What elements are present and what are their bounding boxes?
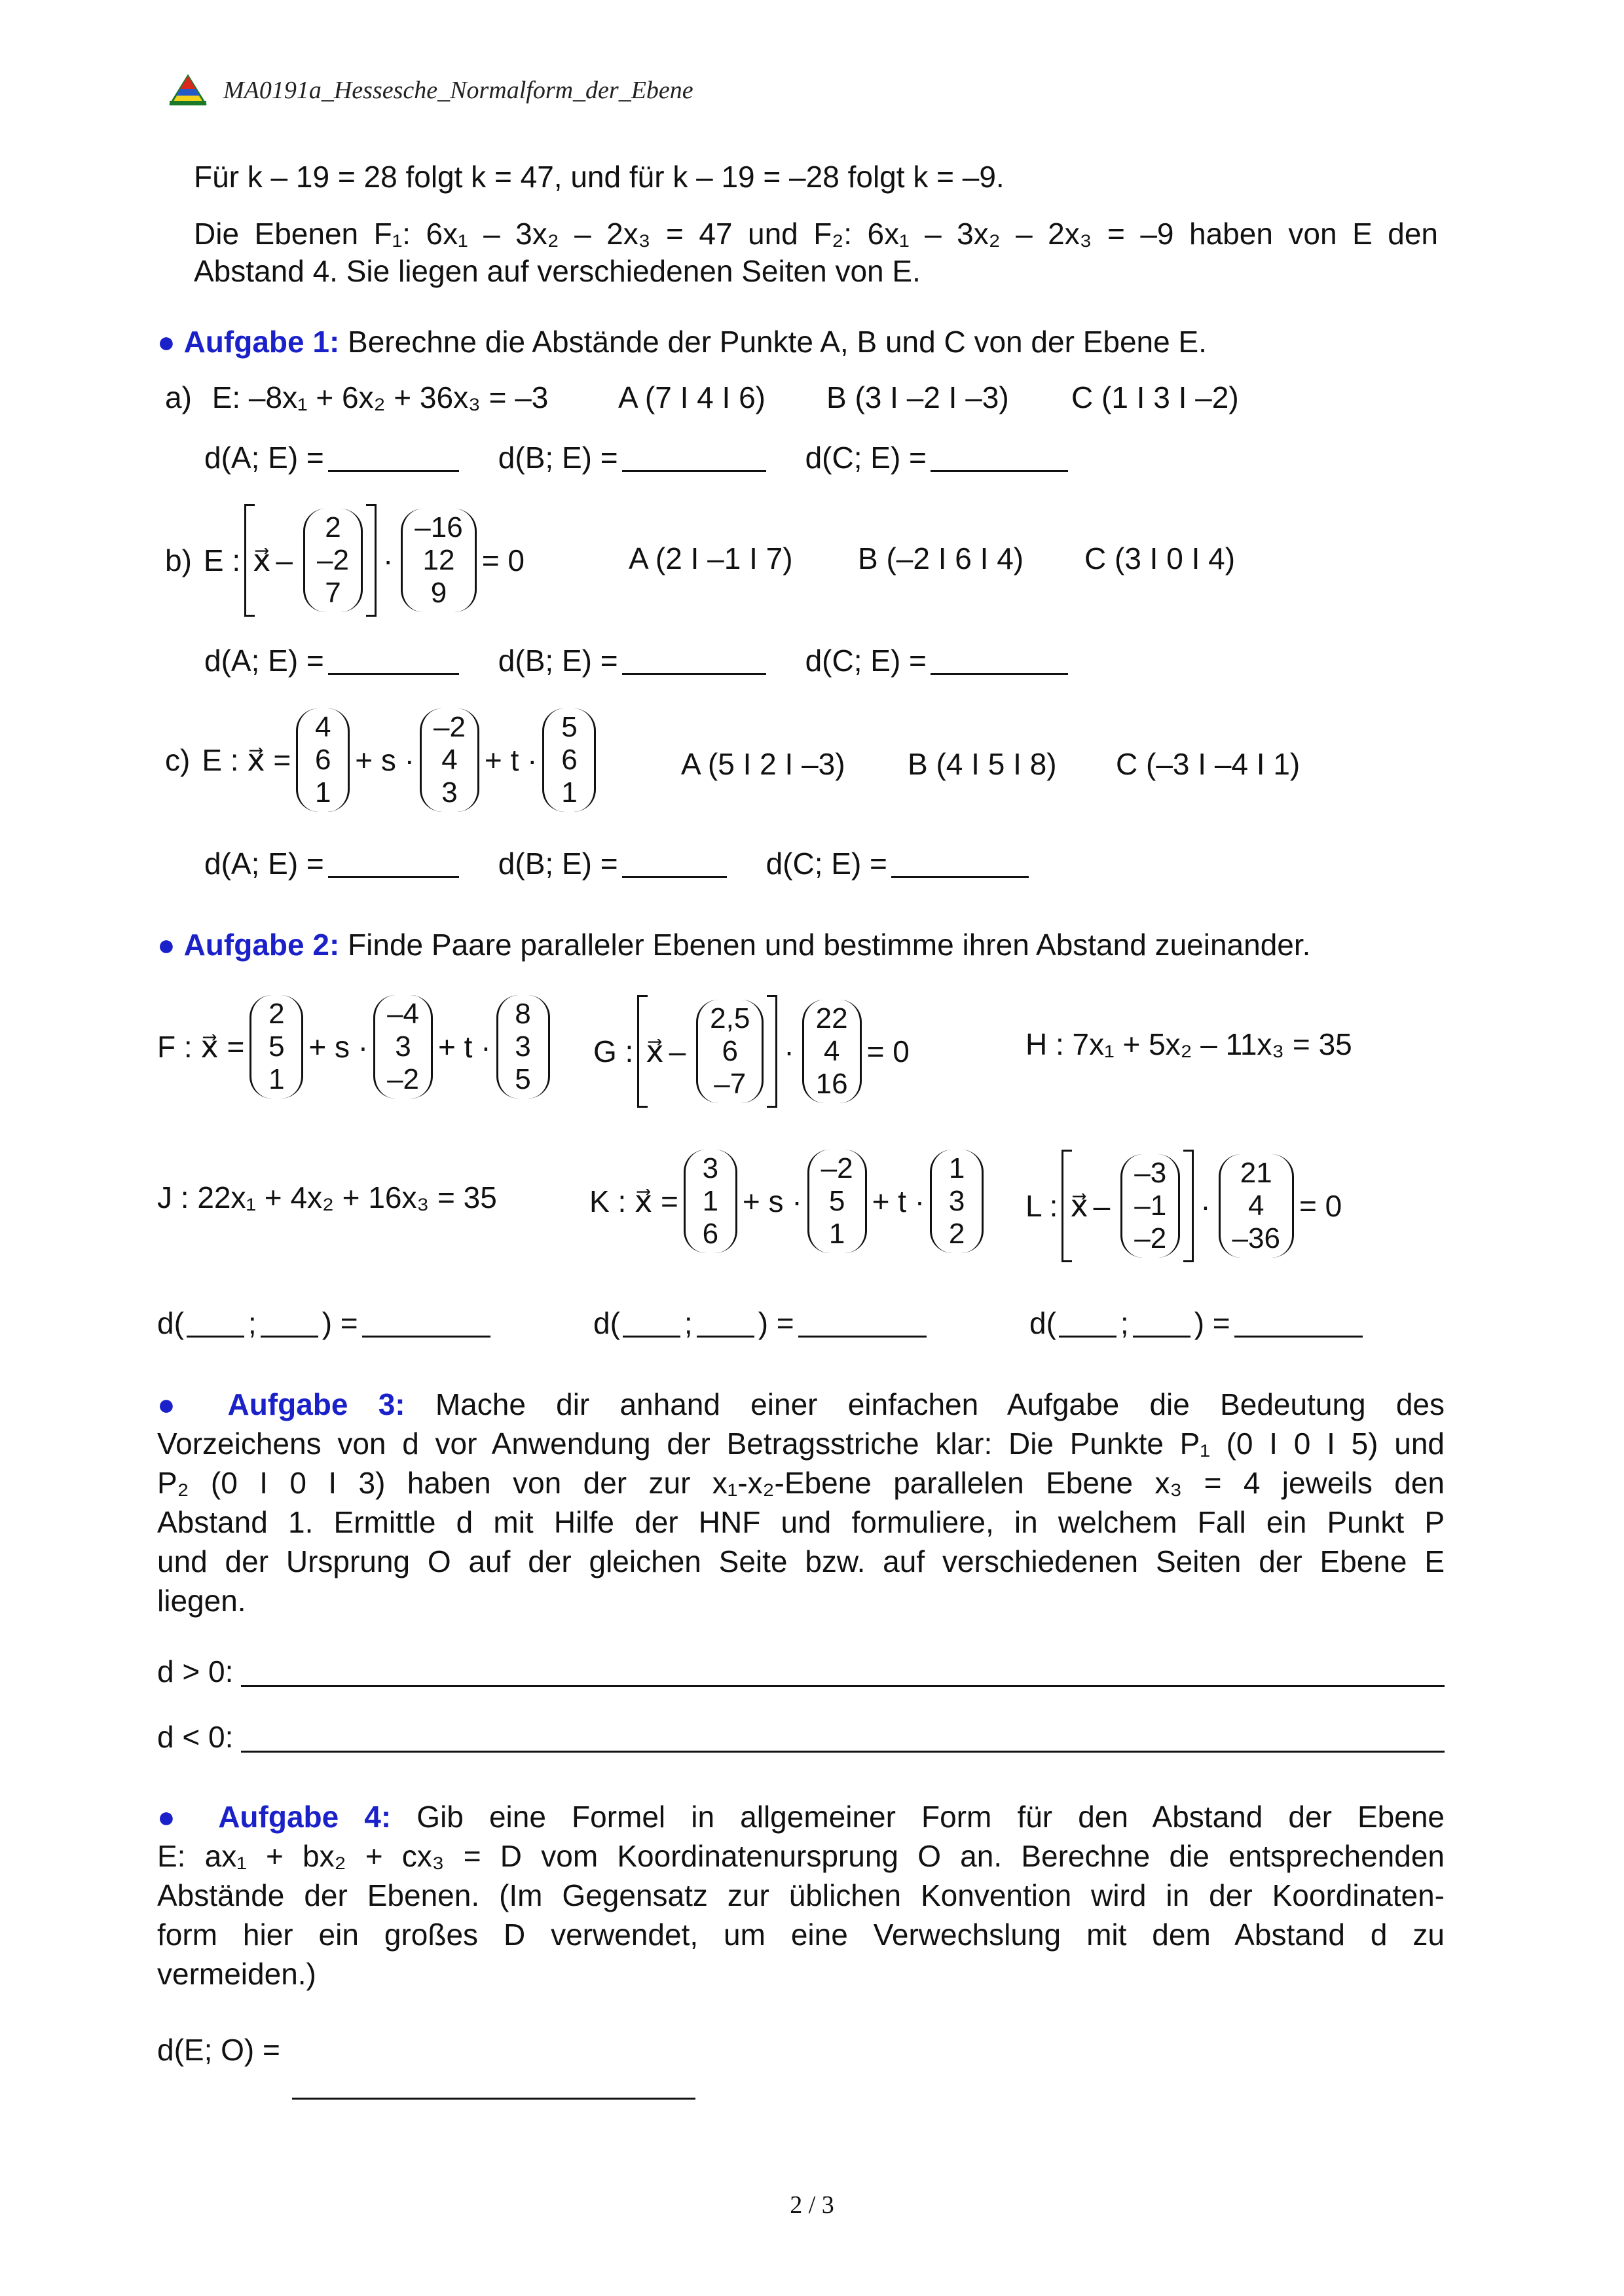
answer-blank[interactable] — [622, 850, 727, 878]
plane-g: G : x⃗ – 2,5 6 –7 · 22 4 16 = 0 — [593, 995, 910, 1108]
bullet: ● — [157, 325, 175, 359]
task4-label: Aufgabe 4: — [218, 1800, 392, 1834]
task1a-point-a: A (7 I 4 I 6) — [618, 380, 766, 414]
plane-l: L : x⃗ – –3 –1 –2 · 21 4 –36 = 0 — [1025, 1150, 1342, 1262]
task1-heading — [157, 324, 1207, 359]
distance-a-label: d(A; E) = — [204, 441, 324, 475]
task4-answer-label: d(E; O) = — [157, 2033, 280, 2067]
task2-text: Finde Paare paralleler Ebenen und bestimme ihren Abstand zueinander. — [348, 928, 1311, 962]
answer-blank[interactable] — [623, 1309, 680, 1338]
task1c-point-a: A (5 I 2 I –3) — [681, 747, 845, 781]
answer-blank[interactable] — [1059, 1309, 1116, 1338]
distance-a-label: d(A; E) = — [204, 644, 324, 678]
task1b-point-a: A (2 I –1 I 7) — [629, 541, 793, 575]
plane-h: H : 7x₁ + 5x₂ – 11x₃ = 35 — [1025, 1027, 1352, 1061]
task1b-answers — [204, 643, 1068, 678]
task1b-tag: b) — [165, 543, 192, 577]
plane-f: F : x⃗ = 2 5 1 + s · –4 3 –2 + t · 8 3 5 — [157, 995, 555, 1099]
direction-vector: 5 6 1 — [542, 708, 596, 812]
answer-blank[interactable] — [697, 1309, 754, 1338]
answer-blank[interactable] — [1133, 1309, 1190, 1338]
square-bracket: x⃗ – –3 –1 –2 — [1061, 1150, 1194, 1262]
vector-x: x⃗ — [253, 543, 271, 577]
task3-answer-negative: d < 0: — [157, 1719, 1445, 1755]
vector-matrix: 2 –2 7 — [303, 509, 363, 612]
normal-vector: 21 4 –36 — [1219, 1154, 1294, 1258]
bullet: ● — [157, 928, 175, 962]
answer-line[interactable] — [241, 1656, 1445, 1687]
direction-vector: –4 3 –2 — [373, 995, 433, 1099]
document-title: MA0191a_Hessesche_Normalform_der_Ebene — [223, 77, 693, 104]
task1b-point-b: B (–2 I 6 I 4) — [858, 541, 1024, 575]
task4-line-3: Abstände der Ebenen. (Im Gegensatz zur üblichen Konvention wird in der Koordinaten- — [157, 1878, 1445, 1912]
task3-line-3: P₂ (0 I 0 I 3) haben von der zur x₁-x₂-Ebene parallelen Ebene x₃ = 4 jeweils den — [157, 1466, 1445, 1500]
task1a-row — [165, 380, 548, 415]
answer-line[interactable] — [292, 2098, 695, 2100]
plane-label: E : — [203, 543, 241, 577]
distance-a-label: d(A; E) = — [204, 847, 324, 881]
logo-icon — [167, 73, 209, 107]
intro-line-1: Für k – 19 = 28 folgt k = 47, und für k – 19 = –28 folgt k = –9. — [194, 160, 1005, 194]
direction-vector: –2 5 1 — [807, 1150, 867, 1253]
task3-label: Aufgabe 3: — [227, 1387, 405, 1421]
support-vector: 3 1 6 — [684, 1150, 737, 1253]
plane-lhs: E : x⃗ = — [202, 743, 291, 777]
pair-answer-2: d( ; ) = — [593, 1305, 927, 1341]
direction-vector: –2 4 3 — [420, 708, 479, 812]
answer-blank[interactable] — [362, 1309, 490, 1338]
answer-blank[interactable] — [931, 647, 1068, 675]
page-number: 2 / 3 — [790, 2191, 834, 2219]
normal-vector: –16 12 9 — [401, 509, 476, 612]
direction-vector: 8 3 5 — [496, 995, 550, 1099]
answer-blank[interactable] — [328, 444, 459, 472]
bullet: ● — [157, 1800, 193, 1834]
task1c-equation: c) E : x⃗ = 4 6 1 + s · –2 4 3 + t · 5 6 1 — [165, 708, 601, 812]
direction-vector: 1 3 2 — [930, 1150, 984, 1253]
intro-line-2b: Abstand 4. Sie liegen auf verschiedenen Seiten von E. — [194, 254, 921, 288]
answer-blank[interactable] — [622, 647, 766, 675]
task2-heading — [157, 927, 1310, 962]
vector-matrix: –3 –1 –2 — [1120, 1154, 1180, 1258]
task1c-point-b: B (4 I 5 I 8) — [908, 747, 1057, 781]
task3-line-1: ● Aufgabe 3: Mache dir anhand einer einfachen Aufgabe die Bedeutung des — [157, 1387, 1445, 1421]
task1a-point-c: C (1 I 3 I –2) — [1071, 380, 1239, 414]
task1c-tag: c) — [165, 743, 191, 777]
plane-k: K : x⃗ = 3 1 6 + s · –2 5 1 + t · 1 3 2 — [589, 1150, 989, 1253]
answer-blank[interactable] — [187, 1309, 244, 1338]
distance-c-label: d(C; E) = — [766, 847, 887, 881]
distance-b-label: d(B; E) = — [498, 644, 618, 678]
task1-label: Aufgabe 1: — [183, 325, 340, 359]
task1b-point-c: C (3 I 0 I 4) — [1084, 541, 1236, 575]
task2-label: Aufgabe 2: — [183, 928, 340, 962]
task1b-equation: b) E : x⃗ – 2 –2 7 · –16 12 9 = 0 — [165, 504, 525, 617]
answer-blank[interactable] — [931, 444, 1068, 472]
distance-c-label: d(C; E) = — [805, 644, 927, 678]
task3-line-4: Abstand 1. Ermittle d mit Hilfe der HNF und formuliere, in welchem Fall ein Punkt P — [157, 1505, 1445, 1539]
distance-c-label: d(C; E) = — [805, 441, 927, 475]
square-bracket: x⃗ – 2 –2 7 — [244, 504, 377, 617]
task3-line-2: Vorzeichens von d vor Anwendung der Betragsstriche klar: Die Punkte P₁ (0 I 0 I 5) und — [157, 1427, 1445, 1461]
square-bracket: x⃗ – 2,5 6 –7 — [637, 995, 777, 1108]
task1c-answers — [204, 846, 1029, 881]
task1-text: Berechne die Abstände der Punkte A, B und C von der Ebene E. — [348, 325, 1207, 359]
task4-line-1: ● Aufgabe 4: Gib eine Formel in allgemeiner Form für den Abstand der Ebene — [157, 1800, 1445, 1834]
answer-blank[interactable] — [798, 1309, 927, 1338]
pair-answer-1: d( ; ) = — [157, 1305, 490, 1341]
support-vector: 4 6 1 — [296, 708, 350, 812]
task1a-tag: a) — [165, 380, 192, 414]
normal-vector: 22 4 16 — [802, 1000, 862, 1103]
distance-b-label: d(B; E) = — [498, 441, 618, 475]
header — [167, 73, 693, 107]
answer-line[interactable] — [241, 1722, 1445, 1753]
task3-answer-positive: d > 0: — [157, 1654, 1445, 1689]
distance-b-label: d(B; E) = — [498, 847, 618, 881]
intro-line-2a: Die Ebenen F₁: 6x₁ – 3x₂ – 2x₃ = 47 und F₂: 6x₁ – 3x₂ – 2x₃ = –9 haben von E den — [194, 217, 1438, 251]
answer-blank[interactable] — [328, 647, 459, 675]
vector-matrix: 2,5 6 –7 — [696, 1000, 764, 1103]
pair-answer-3: d( ; ) = — [1029, 1305, 1363, 1341]
task3-line-5: und der Ursprung O auf der gleichen Seite bzw. auf verschiedenen Seiten der Ebene E — [157, 1544, 1445, 1578]
task3-line-6: liegen. — [157, 1584, 246, 1618]
bullet: ● — [157, 1387, 198, 1421]
answer-blank[interactable] — [622, 444, 766, 472]
task1c-point-c: C (–3 I –4 I 1) — [1116, 747, 1301, 781]
task1a-plane: E: –8x₁ + 6x₂ + 36x₃ = –3 — [212, 380, 549, 414]
support-vector: 2 5 1 — [249, 995, 303, 1099]
answer-blank[interactable] — [328, 850, 459, 878]
task4-line-5: vermeiden.) — [157, 1957, 316, 1991]
answer-blank[interactable] — [261, 1309, 318, 1338]
answer-blank[interactable] — [891, 850, 1029, 878]
task4-line-4: form hier ein großes D verwendet, um eine Verwechslung mit dem Abstand d zu — [157, 1918, 1445, 1952]
task4-line-2: E: ax₁ + bx₂ + cx₃ = D vom Koordinatenursprung O an. Berechne die entsprechenden — [157, 1839, 1445, 1873]
plane-j: J : 22x₁ + 4x₂ + 16x₃ = 35 — [157, 1180, 497, 1214]
task1a-answers — [204, 440, 1068, 475]
task1a-point-b: B (3 I –2 I –3) — [826, 380, 1009, 414]
answer-blank[interactable] — [1234, 1309, 1363, 1338]
